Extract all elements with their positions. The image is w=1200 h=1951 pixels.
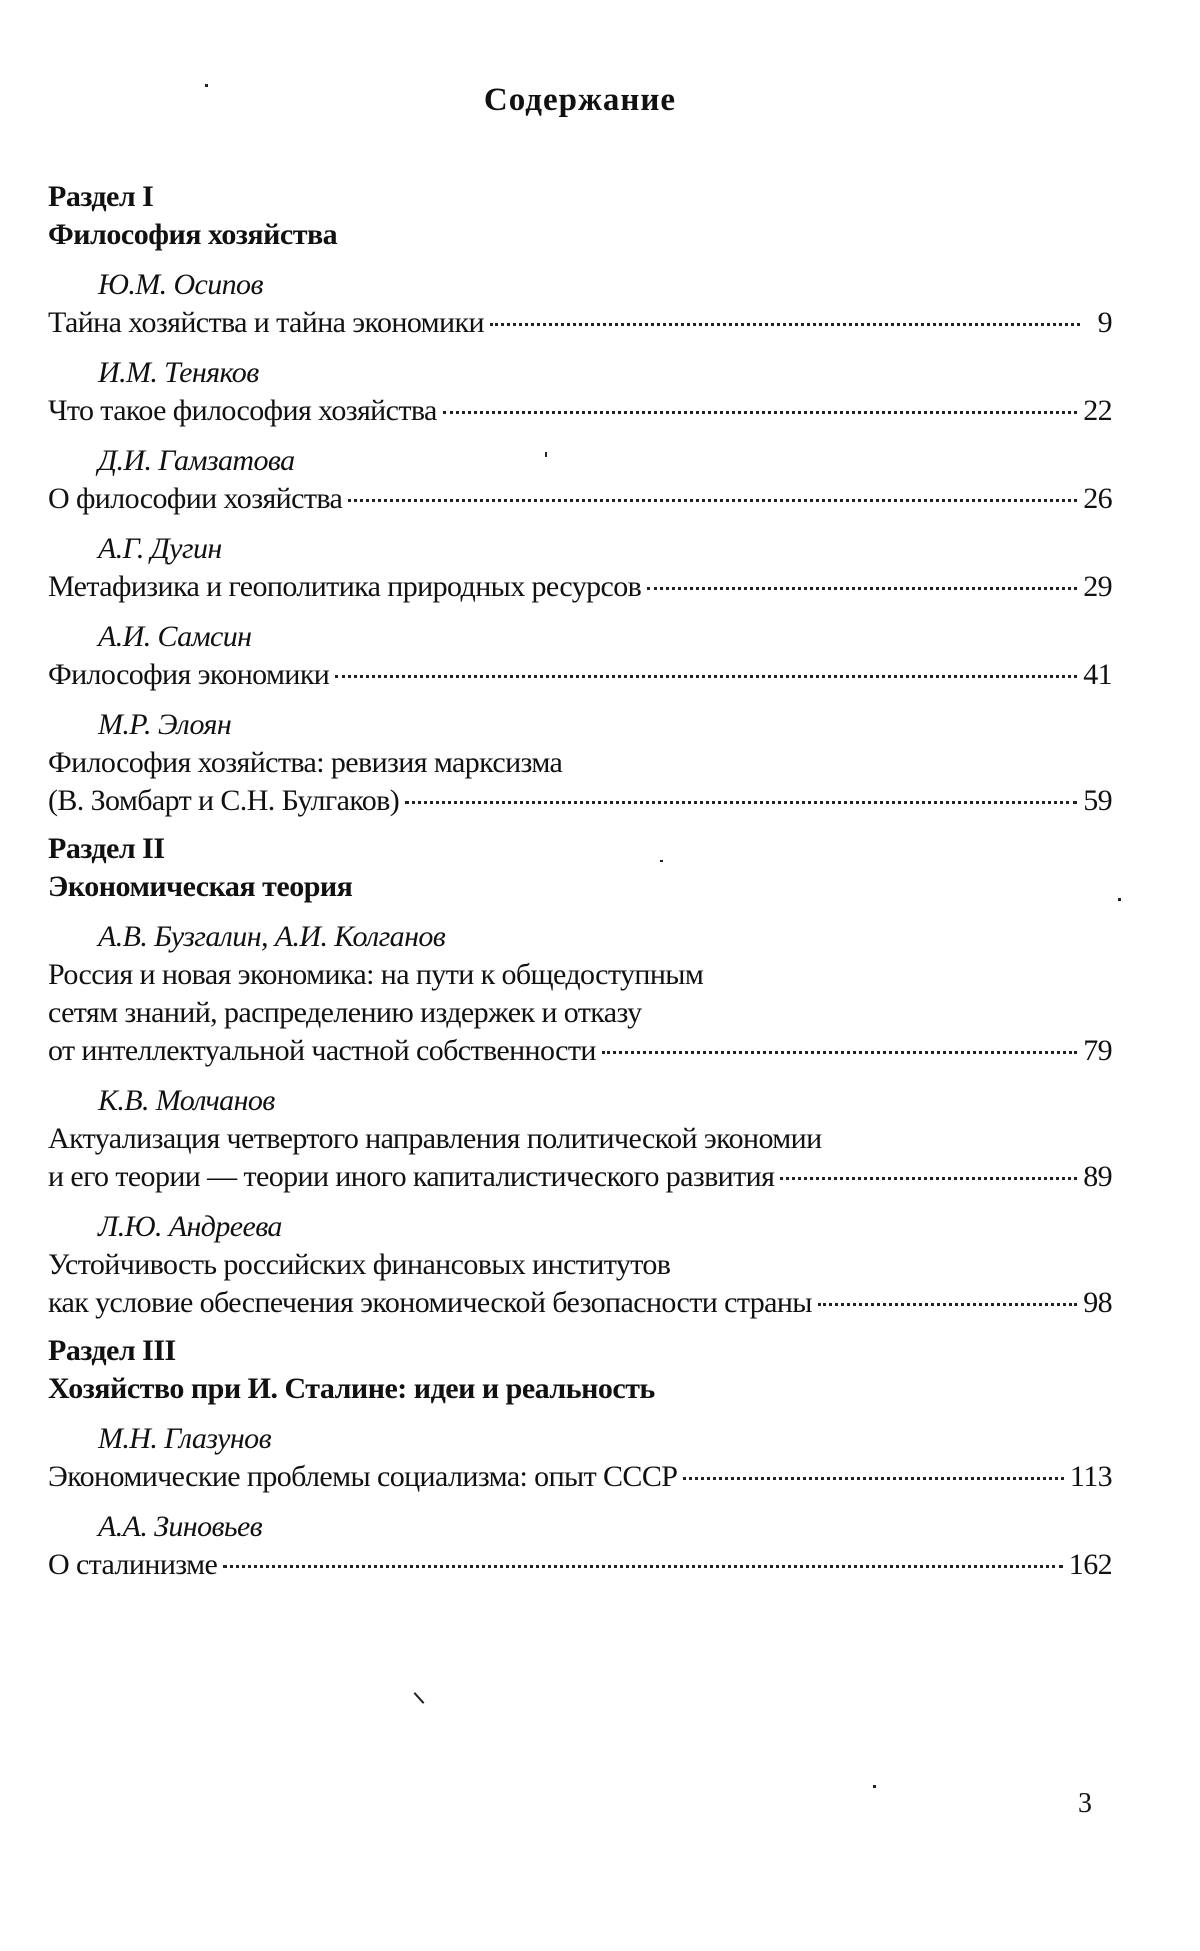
toc-entry: [48, 1420, 1112, 1496]
entry-title-line: [48, 1032, 1112, 1070]
entry-title-line: [48, 1458, 1112, 1496]
entry-title-line: [48, 994, 1112, 1032]
toc-entry: [48, 266, 1112, 342]
toc-section: [48, 1332, 1112, 1584]
scan-speck: [660, 860, 663, 862]
entry-title-text: Метафизика и геополитика природных ресурсов: [48, 570, 642, 603]
entry-page-number: 9: [1097, 306, 1112, 339]
entry-author: А.Г. Дугин: [98, 532, 222, 565]
toc-entry: [48, 442, 1112, 518]
scan-speck: [1118, 898, 1121, 901]
entry-page-number: 41: [1083, 658, 1112, 691]
section-label: Раздел I: [48, 180, 154, 213]
entry-author: М.Н. Глазунов: [98, 1422, 271, 1455]
toc-entry: [48, 706, 1112, 820]
entry-title-text: сетям знаний, распределению издержек и отказу: [48, 996, 642, 1029]
entry-author: Л.Ю. Андреева: [98, 1210, 282, 1243]
entry-title-line: [48, 956, 1112, 994]
page-number: 3: [1078, 1788, 1092, 1819]
entry-page-number: 26: [1083, 482, 1112, 515]
entry-title-line: [48, 1546, 1112, 1584]
toc-entry: [48, 1508, 1112, 1584]
scan-speck: [873, 1785, 876, 1788]
entry-author: А.А. Зиновьев: [98, 1510, 263, 1543]
entry-title-line: [48, 480, 1112, 518]
table-of-contents: [48, 178, 1112, 1594]
entry-title-text: (В. Зомбарт и С.Н. Булгаков): [48, 784, 400, 817]
entry-title-text: О философии хозяйства: [48, 482, 343, 515]
section-title: Хозяйство при И. Сталине: идеи и реальность: [48, 1372, 655, 1405]
page-title: Содержание: [483, 82, 677, 118]
entry-author: Д.И. Гамзатова: [98, 444, 295, 477]
section-label: Раздел III: [48, 1334, 176, 1367]
dot-leader: [490, 319, 1080, 326]
toc-entry: [48, 354, 1112, 430]
scan-speck: [205, 84, 208, 87]
scan-speck: [414, 1692, 425, 1704]
entry-title-line: [48, 392, 1112, 430]
entry-title-line: [48, 1246, 1112, 1284]
dot-leader: [348, 495, 1077, 502]
entry-title-text: Устойчивость российских финансовых институтов: [48, 1248, 671, 1281]
section-title: Экономическая теория: [48, 870, 353, 903]
entry-page-number: 22: [1083, 394, 1112, 427]
entry-page-number: 162: [1068, 1548, 1112, 1581]
toc-section: [48, 178, 1112, 820]
toc-entry: [48, 1208, 1112, 1322]
dot-leader: [443, 407, 1077, 414]
entry-title-text: от интеллектуальной частной собственности: [48, 1034, 596, 1067]
scan-speck: [545, 452, 547, 457]
entry-page-number: 98: [1083, 1286, 1112, 1319]
entry-title-text: Философия хозяйства: ревизия марксизма: [48, 746, 563, 779]
section-label: Раздел II: [48, 832, 165, 865]
entry-title-line: [48, 304, 1112, 342]
entry-author: А.В. Бузгалин, А.И. Колганов: [98, 920, 446, 953]
entry-title-line: [48, 656, 1112, 694]
dot-leader: [647, 583, 1077, 590]
dot-leader: [818, 1299, 1077, 1306]
entry-title-line: [48, 1120, 1112, 1158]
entry-title-text: как условие обеспечения экономической безопасности страны: [48, 1286, 812, 1319]
entry-page-number: 89: [1083, 1160, 1112, 1193]
dot-leader: [602, 1047, 1077, 1054]
entry-title-text: О сталинизме: [48, 1548, 218, 1581]
entry-author: И.М. Теняков: [98, 356, 259, 389]
dot-leader: [223, 1561, 1063, 1568]
dot-leader: [405, 797, 1077, 804]
entry-title-text: и его теории — теории иного капиталистического развития: [48, 1160, 775, 1193]
dot-leader: [335, 671, 1077, 678]
entry-title-line: [48, 1284, 1112, 1322]
entry-title-text: Что такое философия хозяйства: [48, 394, 437, 427]
entry-title-line: [48, 744, 1112, 782]
entry-author: К.В. Молчанов: [98, 1084, 275, 1117]
entry-title-line: [48, 782, 1112, 820]
toc-entry: [48, 1082, 1112, 1196]
entry-author: А.И. Самсин: [98, 620, 252, 653]
entry-title-line: [48, 1158, 1112, 1196]
entry-title-text: Философия экономики: [48, 658, 330, 691]
section-title: Философия хозяйства: [48, 218, 338, 251]
entry-page-number: 113: [1069, 1460, 1112, 1493]
toc-section: [48, 830, 1112, 1322]
toc-entry: [48, 618, 1112, 694]
entry-title-text: Экономические проблемы социализма: опыт СССР: [48, 1460, 678, 1493]
toc-entry: [48, 530, 1112, 606]
entry-title-line: [48, 568, 1112, 606]
dot-leader: [683, 1473, 1064, 1480]
dot-leader: [780, 1173, 1077, 1180]
toc-entry: [48, 918, 1112, 1070]
entry-page-number: 59: [1083, 784, 1112, 817]
entry-page-number: 29: [1083, 570, 1112, 603]
entry-page-number: 79: [1083, 1034, 1112, 1067]
entry-author: Ю.М. Осипов: [98, 268, 263, 301]
entry-author: М.Р. Элоян: [98, 708, 232, 741]
entry-title-text: Актуализация четвертого направления политической экономии: [48, 1122, 822, 1155]
entry-title-text: Тайна хозяйства и тайна экономики: [48, 306, 484, 339]
entry-title-text: Россия и новая экономика: на пути к общедоступным: [48, 958, 704, 991]
